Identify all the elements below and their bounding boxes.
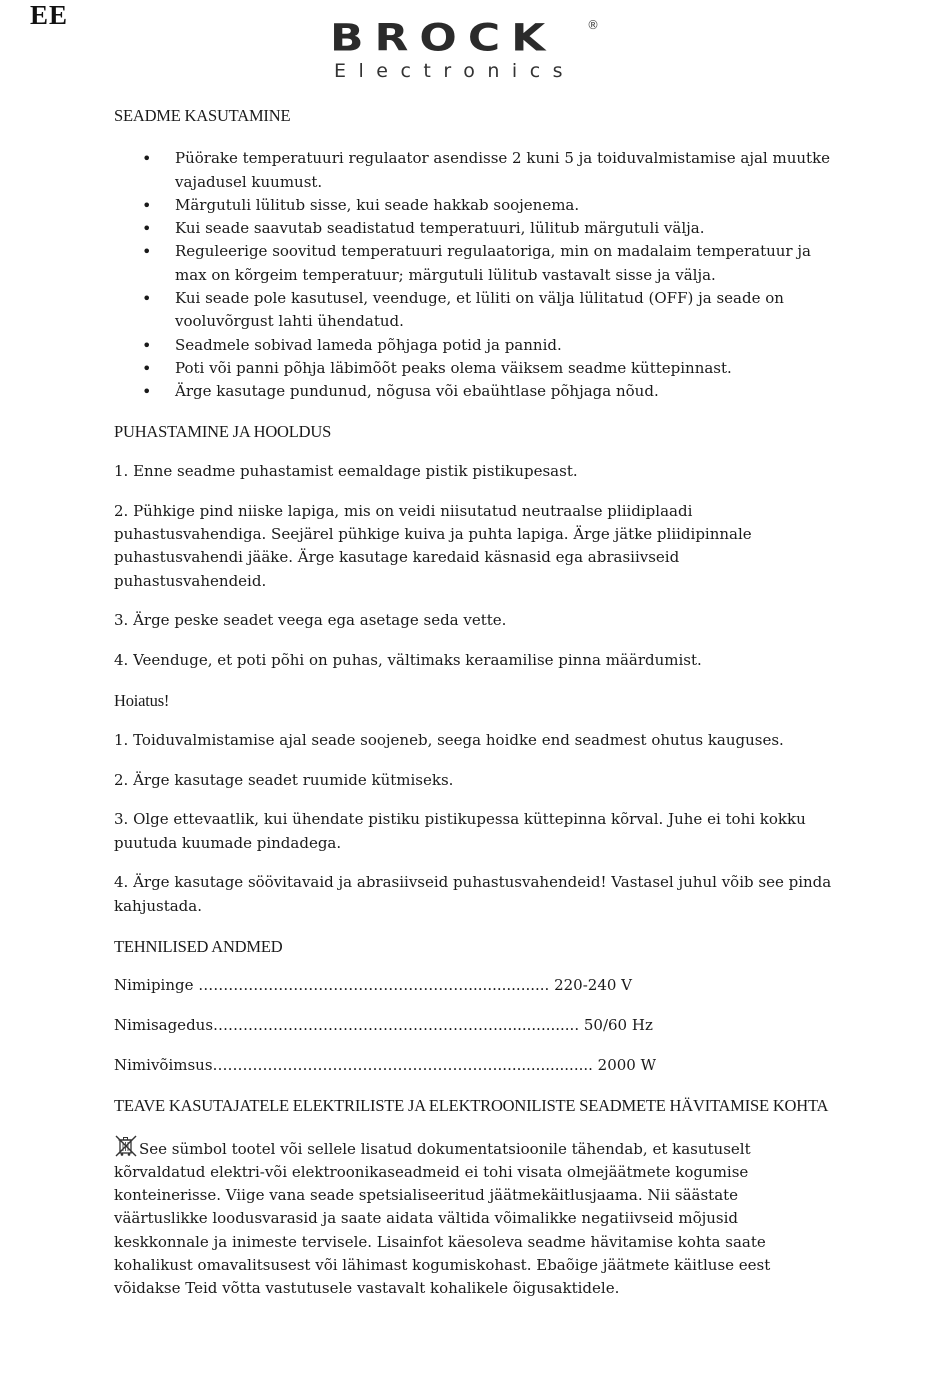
- list-item: • Seadmele sobivad lameda põhjaga potid ja pannid.: [114, 334, 834, 357]
- spec-value: 220-240 V: [549, 976, 633, 995]
- weee-crossed-bin-icon: [114, 1134, 138, 1158]
- cleaning-item: 4. Veenduge, et poti põhi on puhas, vältimaks keraamilise pinna määrdumist.: [114, 651, 702, 670]
- spec-leader: ……………………………………………….................: [193, 976, 550, 995]
- spec-label: Nimivõimsus: [114, 1055, 213, 1074]
- section-title-usage: SEADME KASUTAMINE: [114, 106, 291, 125]
- warning-item: 4. Ärge kasutage söövitavaid ja abrasiivseid puhastusvahendeid! Vastasel juhul võib see pinda kahjustada.: [114, 873, 832, 915]
- spec-label: Nimipinge: [114, 976, 194, 995]
- manual-content: [114, 100, 834, 1301]
- brock-logo: [330, 16, 600, 82]
- logo-brand-text: BROCK: [330, 16, 557, 60]
- logo-registered-mark: ®: [587, 18, 599, 32]
- spec-leader: ………………………………………………….................: [213, 1016, 580, 1035]
- spec-row-power: [114, 1054, 834, 1077]
- usage-list: [114, 147, 834, 403]
- logo-subtitle: Electronics: [334, 60, 576, 82]
- spec-row-voltage: [114, 974, 834, 997]
- list-item: • Kui seade pole kasutusel, veenduge, et lüliti on välja lülitatud (OFF) ja seade on vooluvõrgust lahti ühendatud.: [114, 287, 834, 334]
- warning-item: 1. Toiduvalmistamise ajal seade soojeneb, seega hoidke end seadmest ohutus kauguses.: [114, 730, 784, 749]
- disposal-body: See sümbol tootel või sellele lisatud dokumentatsioonile tähendab, et kasutuselt kõrvaldatud elektri-või elektroonikaseadmeid ei tohi visata olmejäätmete kogumise konteinerisse. Viige vana seade spetsialiseeritud jäätmekäitlusjaama. Nii säästate väärtuslikke loodusvarasid ja saate aidata vältida võimalikke negatiivseid mõjusid keskkonnale ja inimeste tervisele. Lisainfot käesoleva seadme hävitamise kohta saate kohalikust omavalitsusest või lähimast kogumiskohast. Ebaõige jäätmete käitluse eest võidakse Teid võtta vastutusele vastavalt kohalikele õigusaktidele.: [114, 1139, 771, 1298]
- list-item: • Ärge kasutage pundunud, nõgusa või ebaühtlase põhjaga nõud.: [114, 380, 834, 403]
- warning-item: 2. Ärge kasutage seadet ruumide kütmiseks.: [114, 770, 454, 789]
- cleaning-item: 3. Ärge peske seadet veega ega asetage seda vette.: [114, 611, 507, 630]
- warning-item: 3. Olge ettevaatlik, kui ühendate pistiku pistikupessa küttepinna kõrval. Juhe ei tohi kokku puutuda kuumade pindadega.: [114, 810, 806, 852]
- list-item: • Reguleerige soovitud temperatuuri regulaatoriga, min on madalaim temperatuur ja max on kõrgeim temperatuur; märgutuli lülitub vastavalt sisse ja välja.: [114, 240, 834, 287]
- list-item: • Kui seade saavutab seadistatud temperatuuri, lülitub märgutuli välja.: [114, 217, 834, 240]
- cleaning-item: 2. Pühkige pind niiske lapiga, mis on veidi niisutatud neutraalse pliidiplaadi puhastusvahendiga. Seejärel pühkige kuiva ja puhta lapiga. Ärge jätke pliidipinnale puhastusvahendi jääke. Ärge kasutage karedaid käsnasid ega abrasiivseid puhastusvahendeid.: [114, 501, 752, 590]
- section-title-warning: Hoiatus!: [114, 690, 170, 710]
- spec-value: 2000 W: [592, 1055, 657, 1074]
- disposal-text: [114, 1134, 834, 1301]
- list-item: • Poti või panni põhja läbimõõt peaks olema väiksem seadme küttepinnast.: [114, 357, 834, 380]
- list-item: • Märgutuli lülitub sisse, kui seade hakkab soojenema.: [114, 194, 834, 217]
- section-title-cleaning: PUHASTAMINE JA HOOLDUS: [114, 422, 332, 442]
- list-item: • Püörake temperatuuri regulaator asendisse 2 kuni 5 ja toiduvalmistamise ajal muutke vajadusel kuumust.: [114, 147, 834, 194]
- section-title-disposal: TEAVE KASUTAJATELE ELEKTRILISTE JA ELEKTROONILISTE SEADMETE HÄVITAMISE KOHTA: [114, 1095, 829, 1115]
- spec-row-frequency: [114, 1014, 834, 1037]
- language-tag: EE: [30, 0, 69, 30]
- spec-value: 50/60 Hz: [579, 1016, 653, 1035]
- section-title-specs: TEHNILISED ANDMED: [114, 936, 283, 956]
- cleaning-item: 1. Enne seadme puhastamist eemaldage pistik pistikupesast.: [114, 461, 578, 480]
- spec-label: Nimisagedus: [114, 1016, 214, 1035]
- spec-leader: …………………………………………………....................: [212, 1055, 593, 1074]
